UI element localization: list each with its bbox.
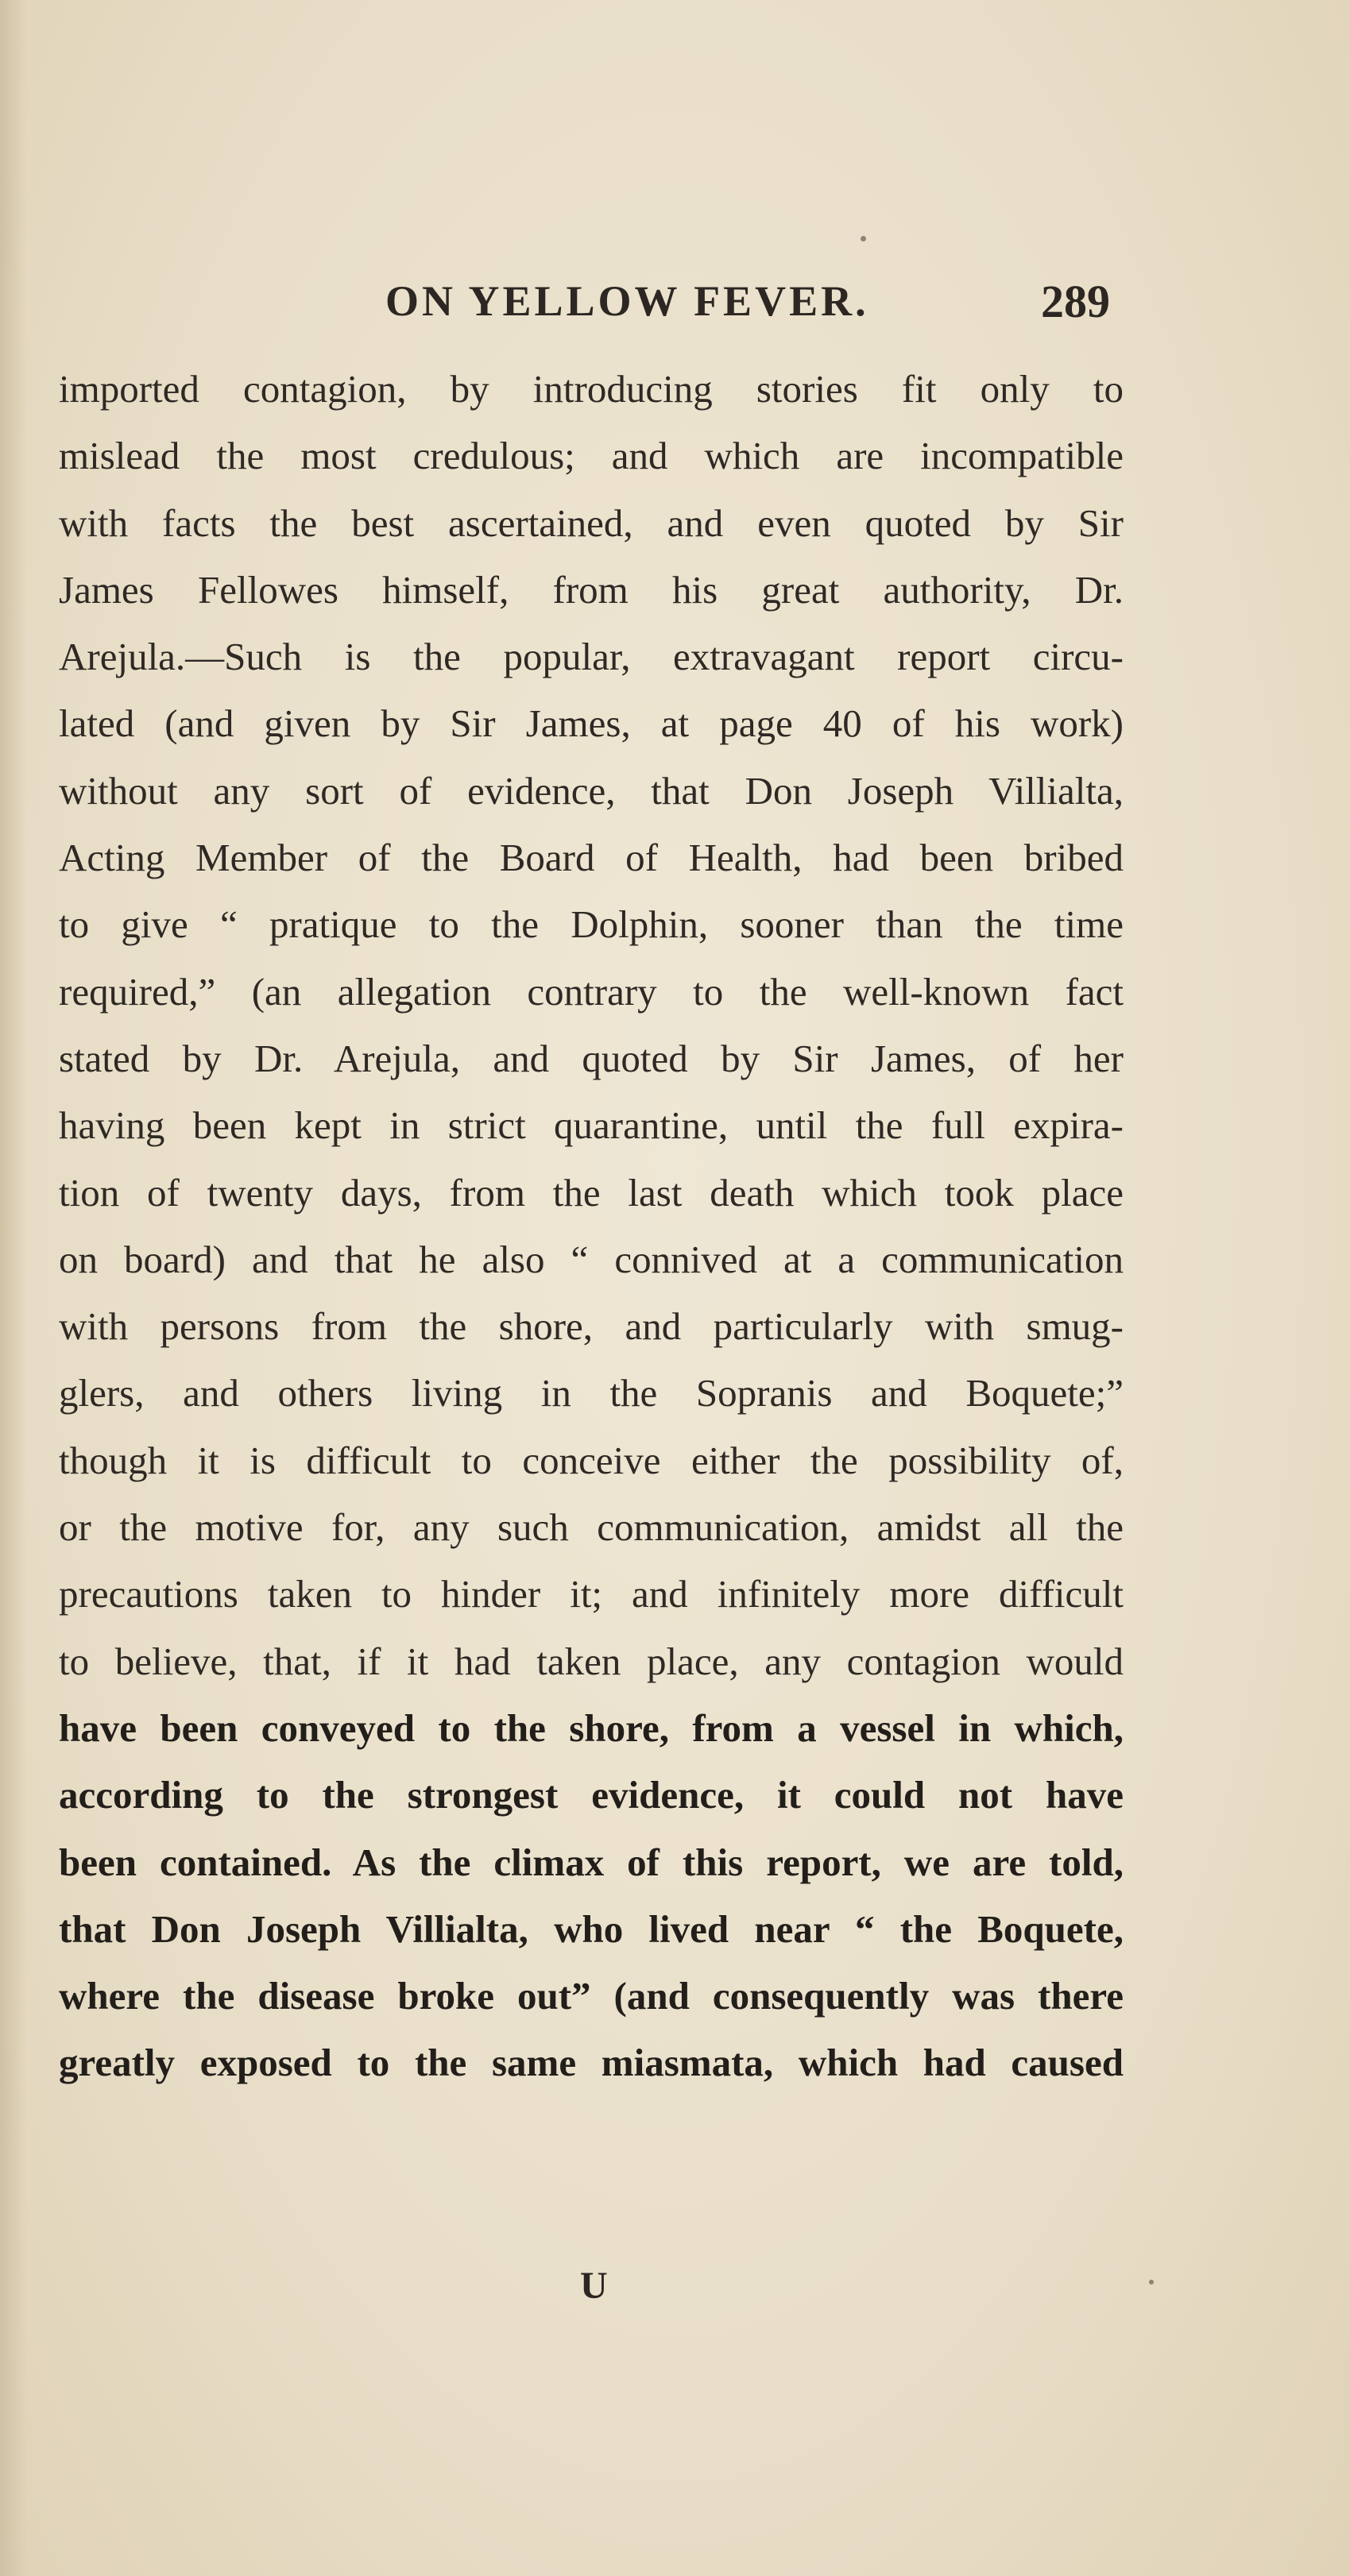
text-line: mislead the most credulous; and which are incompatible [59, 434, 1124, 478]
body-text [59, 356, 1124, 2097]
text-line: Acting Member of the Board of Health, had been bribed [59, 836, 1124, 880]
text-line: imported contagion, by introducing stories fit only to [59, 367, 1124, 411]
text-line: where the disease broke out” (and consequently was there [59, 1974, 1124, 2018]
text-line: have been conveyed to the shore, from a vessel in which, [59, 1705, 1124, 1750]
text-line: with persons from the shore, and particularly with smug- [59, 1304, 1124, 1349]
text-line: been contained. As the climax of this report, we are told, [59, 1840, 1124, 1884]
text-line: to believe, that, if it had taken place, any contagion would [59, 1639, 1124, 1683]
text-line: stated by Dr. Arejula, and quoted by Sir James, of her [59, 1036, 1124, 1080]
text-line: James Fellowes himself, from his great authority, Dr. [59, 567, 1124, 612]
running-title: ON YELLOW FEVER. [385, 277, 869, 325]
text-line: on board) and that he also “ connived at a communication [59, 1237, 1124, 1281]
text-line: tion of twenty days, from the last death which took place [59, 1170, 1124, 1215]
text-line: that Don Joseph Villialta, who lived near “ the Boquete, [59, 1906, 1124, 1951]
text-line: without any sort of evidence, that Don Joseph Villialta, [59, 768, 1124, 813]
page-gutter-shadow [0, 0, 27, 2576]
text-line: to give “ pratique to the Dolphin, sooner than the time [59, 902, 1124, 947]
text-line: lated (and given by Sir James, at page 40 of his work) [59, 701, 1124, 746]
text-line: required,” (an allegation contrary to the well-known fact [59, 969, 1124, 1014]
signature-mark: U [580, 2265, 608, 2307]
text-line: according to the strongest evidence, it could not have [59, 1773, 1124, 1817]
text-line: or the motive for, any such communication, amidst all the [59, 1505, 1124, 1550]
text-line: Arejula.—Such is the popular, extravagant report circu- [59, 635, 1124, 679]
text-line: with facts the best ascertained, and even quoted by Sir [59, 500, 1124, 545]
text-line: glers, and others living in the Sopranis and Boquete;” [59, 1371, 1124, 1415]
text-line: precautions taken to hinder it; and infinitely more difficult [59, 1572, 1124, 1616]
running-header [0, 262, 1350, 334]
page-number: 289 [1041, 276, 1110, 327]
ink-speck [861, 236, 866, 241]
ink-speck [1149, 2280, 1154, 2284]
text-line: having been kept in strict quarantine, until the full expira- [59, 1103, 1124, 1148]
text-line: though it is difficult to conceive either the possibility of, [59, 1438, 1124, 1482]
text-line: greatly exposed to the same miasmata, which had caused [59, 2041, 1124, 2085]
